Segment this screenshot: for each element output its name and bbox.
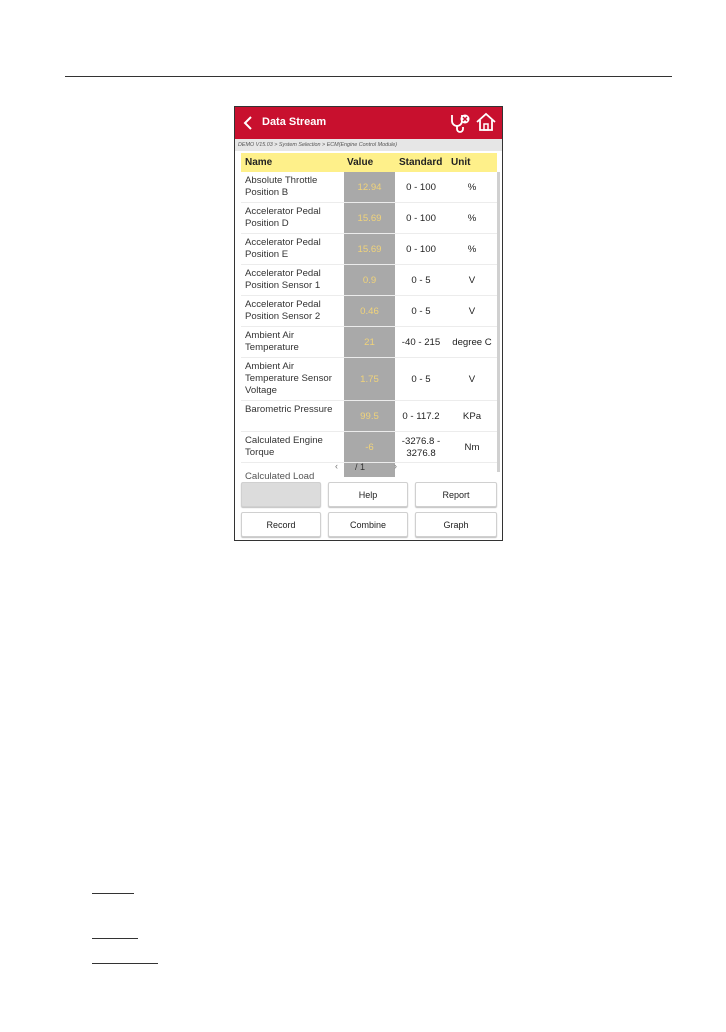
- row-unit: V: [468, 306, 476, 317]
- prev-page-icon[interactable]: ‹: [335, 461, 338, 471]
- row-standard: 0 - 5: [411, 374, 431, 385]
- row-name: Accelerator Pedal Position Sensor 1: [245, 268, 321, 291]
- home-icon[interactable]: [475, 111, 497, 133]
- row-name: Accelerator Pedal Position D: [245, 206, 321, 229]
- device-screenshot: [234, 106, 503, 541]
- row-standard: 0 - 100: [406, 182, 436, 193]
- back-chevron-icon[interactable]: [241, 114, 257, 132]
- row-value: 21: [364, 337, 375, 348]
- row-name: Absolute Throttle Position B: [245, 175, 318, 198]
- table-row[interactable]: [241, 296, 497, 327]
- header-unit: Unit: [451, 157, 471, 168]
- row-standard: 0 - 117.2: [402, 411, 440, 422]
- row-name: Calculated Engine Torque: [245, 435, 323, 458]
- row-standard: 0 - 100: [406, 244, 436, 255]
- row-standard: -3276.8 - 3276.8: [401, 436, 441, 459]
- help-button[interactable]: Help: [328, 482, 408, 507]
- table-scrollbar[interactable]: [497, 172, 500, 472]
- row-value: 99.5: [360, 411, 379, 422]
- table-header: [241, 153, 497, 172]
- page-title: Data Stream: [262, 116, 327, 128]
- row-unit: %: [467, 213, 477, 224]
- table-row[interactable]: [241, 265, 497, 296]
- table-row[interactable]: [241, 234, 497, 265]
- cutoff-row-label: Calculated Load: [245, 471, 315, 479]
- page-top-rule: [65, 76, 672, 77]
- footnote-underline: [92, 893, 134, 894]
- table-row[interactable]: [241, 358, 497, 401]
- row-unit: %: [467, 182, 477, 193]
- row-standard: 0 - 100: [406, 213, 436, 224]
- row-unit: V: [468, 374, 476, 385]
- title-bar: [235, 107, 502, 139]
- row-standard: 0 - 5: [411, 275, 431, 286]
- row-value: 0.46: [360, 306, 379, 317]
- row-value: 15.69: [357, 244, 382, 255]
- row-name: Accelerator Pedal Position E: [245, 237, 321, 260]
- row-name: Accelerator Pedal Position Sensor 2: [245, 299, 321, 322]
- table-row[interactable]: [241, 203, 497, 234]
- row-name: Ambient Air Temperature: [245, 330, 299, 353]
- combine-button[interactable]: Combine: [328, 512, 408, 537]
- footnote-underline: [92, 938, 138, 939]
- stethoscope-disconnected-icon[interactable]: [449, 112, 471, 134]
- table-row[interactable]: [241, 172, 497, 203]
- header-standard: Standard: [399, 157, 443, 168]
- header-name: Name: [245, 157, 273, 168]
- table-row[interactable]: [241, 401, 497, 432]
- row-unit: degree C: [452, 337, 492, 348]
- data-stream-table: [241, 153, 497, 477]
- header-value: Value: [347, 157, 374, 168]
- pager: [331, 461, 407, 475]
- row-name: Ambient Air Temperature Sensor Voltage: [245, 361, 332, 396]
- report-button[interactable]: Report: [415, 482, 497, 507]
- row-unit: Nm: [464, 442, 480, 453]
- row-value: 12.94: [357, 182, 382, 193]
- breadcrumb: DEMO V15.03 > System Selection > ECM(Engine Control Module): [235, 139, 502, 151]
- row-standard: 0 - 5: [411, 306, 431, 317]
- footnote-underline: [92, 963, 158, 964]
- row-value: 15.69: [357, 213, 382, 224]
- row-unit: KPa: [462, 411, 482, 422]
- row-name: Barometric Pressure: [245, 404, 333, 415]
- table-row[interactable]: [241, 432, 497, 463]
- row-value: -6: [365, 442, 374, 453]
- next-page-icon[interactable]: ›: [394, 461, 397, 471]
- record-button[interactable]: Record: [241, 512, 321, 537]
- blank-button[interactable]: [241, 482, 321, 507]
- row-standard: -40 - 215: [401, 337, 441, 348]
- page-indicator: / 1: [355, 462, 366, 472]
- table-row[interactable]: [241, 327, 497, 358]
- row-value: 0.9: [362, 275, 377, 286]
- row-unit: V: [468, 275, 476, 286]
- row-value: 1.75: [360, 374, 379, 385]
- row-unit: %: [467, 244, 477, 255]
- graph-button[interactable]: Graph: [415, 512, 497, 537]
